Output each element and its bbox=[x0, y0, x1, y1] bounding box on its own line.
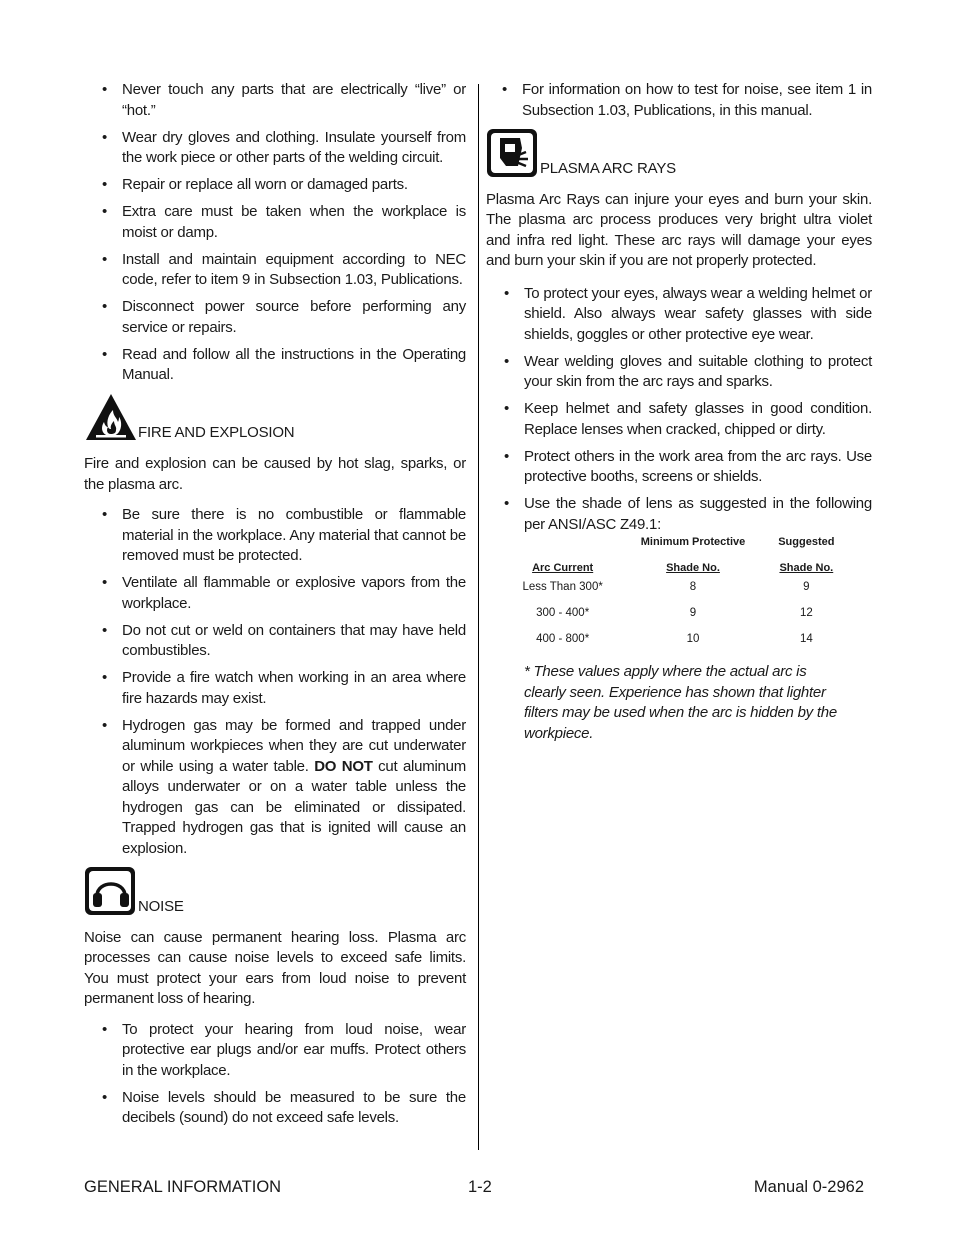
table-row bbox=[506, 574, 846, 600]
manual-number: Manual 0-2962 bbox=[753, 1178, 864, 1196]
arc-rays-intro: Plasma Arc Rays can injure your eyes and burn your skin. The plasma arc process produces very bright ultra violet and infra red light. These arc rays will damage your eyes and burn your skin if you are not properly protected. bbox=[486, 190, 872, 269]
table-cell: 300 - 400* bbox=[536, 607, 590, 619]
table-header bbox=[506, 548, 846, 574]
list-item: • Ventilate all flammable or explosive vapors from the workplace. bbox=[84, 573, 466, 614]
footer-section-name: GENERAL INFORMATION bbox=[84, 1178, 282, 1196]
list-item: • Keep helmet and safety glasses in good condition. Replace lenses when cracked, chipped or dirty. bbox=[486, 399, 872, 440]
ear-protection-icon bbox=[84, 866, 138, 918]
table-header-cell: Arc Current bbox=[532, 562, 594, 574]
do-not-emphasis: DO NOT bbox=[314, 757, 373, 775]
list-item: • Repair or replace all worn or damaged parts. bbox=[84, 175, 466, 196]
hydrogen-text: Hydrogen gas may be formed and trapped under aluminum workpieces when they are cut underwater or while using a water table. bbox=[122, 716, 466, 775]
table-header-cell: Shade No. bbox=[779, 562, 834, 574]
fire-section-title: FIRE AND EXPLOSION bbox=[138, 424, 295, 441]
table-header-top bbox=[506, 535, 846, 548]
list-item: • Be sure there is no combustible or flammable material in the workplace. Any material that cannot be removed must be protected. bbox=[84, 505, 466, 567]
list-item: • To protect your hearing from loud noise, wear protective ear plugs and/or ear muffs. Protect others in the workplace. bbox=[84, 1020, 466, 1082]
list-item bbox=[84, 716, 466, 860]
column-divider bbox=[478, 84, 479, 1150]
fire-section-heading bbox=[84, 392, 466, 444]
table-cell: 8 bbox=[689, 581, 697, 593]
list-item: • Noise levels should be measured to be sure the decibels (sound) do not exceed safe levels. bbox=[84, 1088, 466, 1129]
table-header-cell: Suggested bbox=[778, 535, 835, 548]
list-item: • Use the shade of lens as suggested in the following per ANSI/ASC Z49.1: bbox=[486, 494, 872, 535]
noise-section-heading bbox=[84, 866, 466, 918]
list-item: • Read and follow all the instructions in the Operating Manual. bbox=[84, 345, 466, 386]
list-item: • Disconnect power source before performing any service or repairs. bbox=[84, 297, 466, 338]
left-column bbox=[84, 80, 466, 1135]
eye-protection-icon bbox=[486, 128, 540, 180]
noise-bullets bbox=[84, 1020, 466, 1129]
table-row bbox=[506, 626, 846, 652]
list-item: • Wear dry gloves and clothing. Insulate yourself from the work piece or other parts of the welding circuit. bbox=[84, 128, 466, 169]
hydrogen-text-cont: cut aluminum alloys underwater or on a water table unless the hydrogen gas can be eliminated or dissipated. Trapped hydrogen gas that is ignited will cause an explosion. bbox=[122, 757, 466, 857]
table-footnote: * These values apply where the actual arc is clearly seen. Experience has shown that lighter filters may be used when the arc is hidden by the workpiece. bbox=[524, 663, 837, 742]
fire-hazard-icon bbox=[84, 392, 138, 444]
noise-test-bullets bbox=[484, 80, 872, 121]
table-cell: Less Than 300* bbox=[522, 581, 603, 593]
table-cell: 10 bbox=[686, 633, 700, 645]
arc-rays-bullets bbox=[486, 284, 872, 536]
page-footer bbox=[84, 1178, 864, 1200]
noise-intro: Noise can cause permanent hearing loss. Plasma arc processes can cause noise levels to exceed safe limits. You must protect your ears from loud noise to prevent permanent loss of hearing. bbox=[84, 928, 466, 1007]
right-column bbox=[486, 80, 872, 744]
electrical-bullets bbox=[84, 80, 466, 386]
noise-section-title: NOISE bbox=[138, 897, 184, 915]
list-item: • Never touch any parts that are electrically “live” or “hot.” bbox=[84, 80, 466, 121]
table-cell: 400 - 800* bbox=[536, 633, 590, 645]
table-cell: 14 bbox=[799, 633, 813, 645]
list-item: • For information on how to test for noise, see item 1 in Subsection 1.03, Publications, in this manual. bbox=[484, 80, 872, 121]
table-header-cell: Minimum Protective bbox=[640, 535, 746, 548]
arc-rays-section-title: PLASMA ARC RAYS bbox=[540, 159, 676, 177]
fire-intro: Fire and explosion can be caused by hot slag, sparks, or the plasma arc. bbox=[84, 455, 466, 493]
list-item: • Install and maintain equipment according to NEC code, refer to item 9 in Subsection 1.03, Publications. bbox=[84, 250, 466, 291]
list-item: • Protect others in the work area from the arc rays. Use protective booths, screens or shields. bbox=[486, 447, 872, 488]
list-item: • Do not cut or weld on containers that may have held combustibles. bbox=[84, 621, 466, 662]
list-item: • To protect your eyes, always wear a welding helmet or shield. Also always wear safety glasses with side shields, goggles or other protective eye wear. bbox=[486, 284, 872, 346]
list-item: • Provide a fire watch when working in an area where fire hazards may exist. bbox=[84, 668, 466, 709]
list-item: • Wear welding gloves and suitable clothing to protect your skin from the arc rays and sparks. bbox=[486, 352, 872, 393]
list-item: • Extra care must be taken when the workplace is moist or damp. bbox=[84, 202, 466, 243]
fire-bullets bbox=[84, 505, 466, 859]
arc-rays-section-heading bbox=[486, 128, 872, 180]
table-header-cell: Shade No. bbox=[666, 562, 720, 574]
table-header-cell bbox=[506, 535, 619, 548]
table-cell: 9 bbox=[803, 581, 810, 593]
shade-table bbox=[506, 535, 846, 652]
table-row bbox=[506, 600, 846, 626]
table-cell: 9 bbox=[689, 607, 697, 619]
table-cell: 12 bbox=[799, 607, 813, 619]
page-number: 1-2 bbox=[468, 1178, 492, 1196]
